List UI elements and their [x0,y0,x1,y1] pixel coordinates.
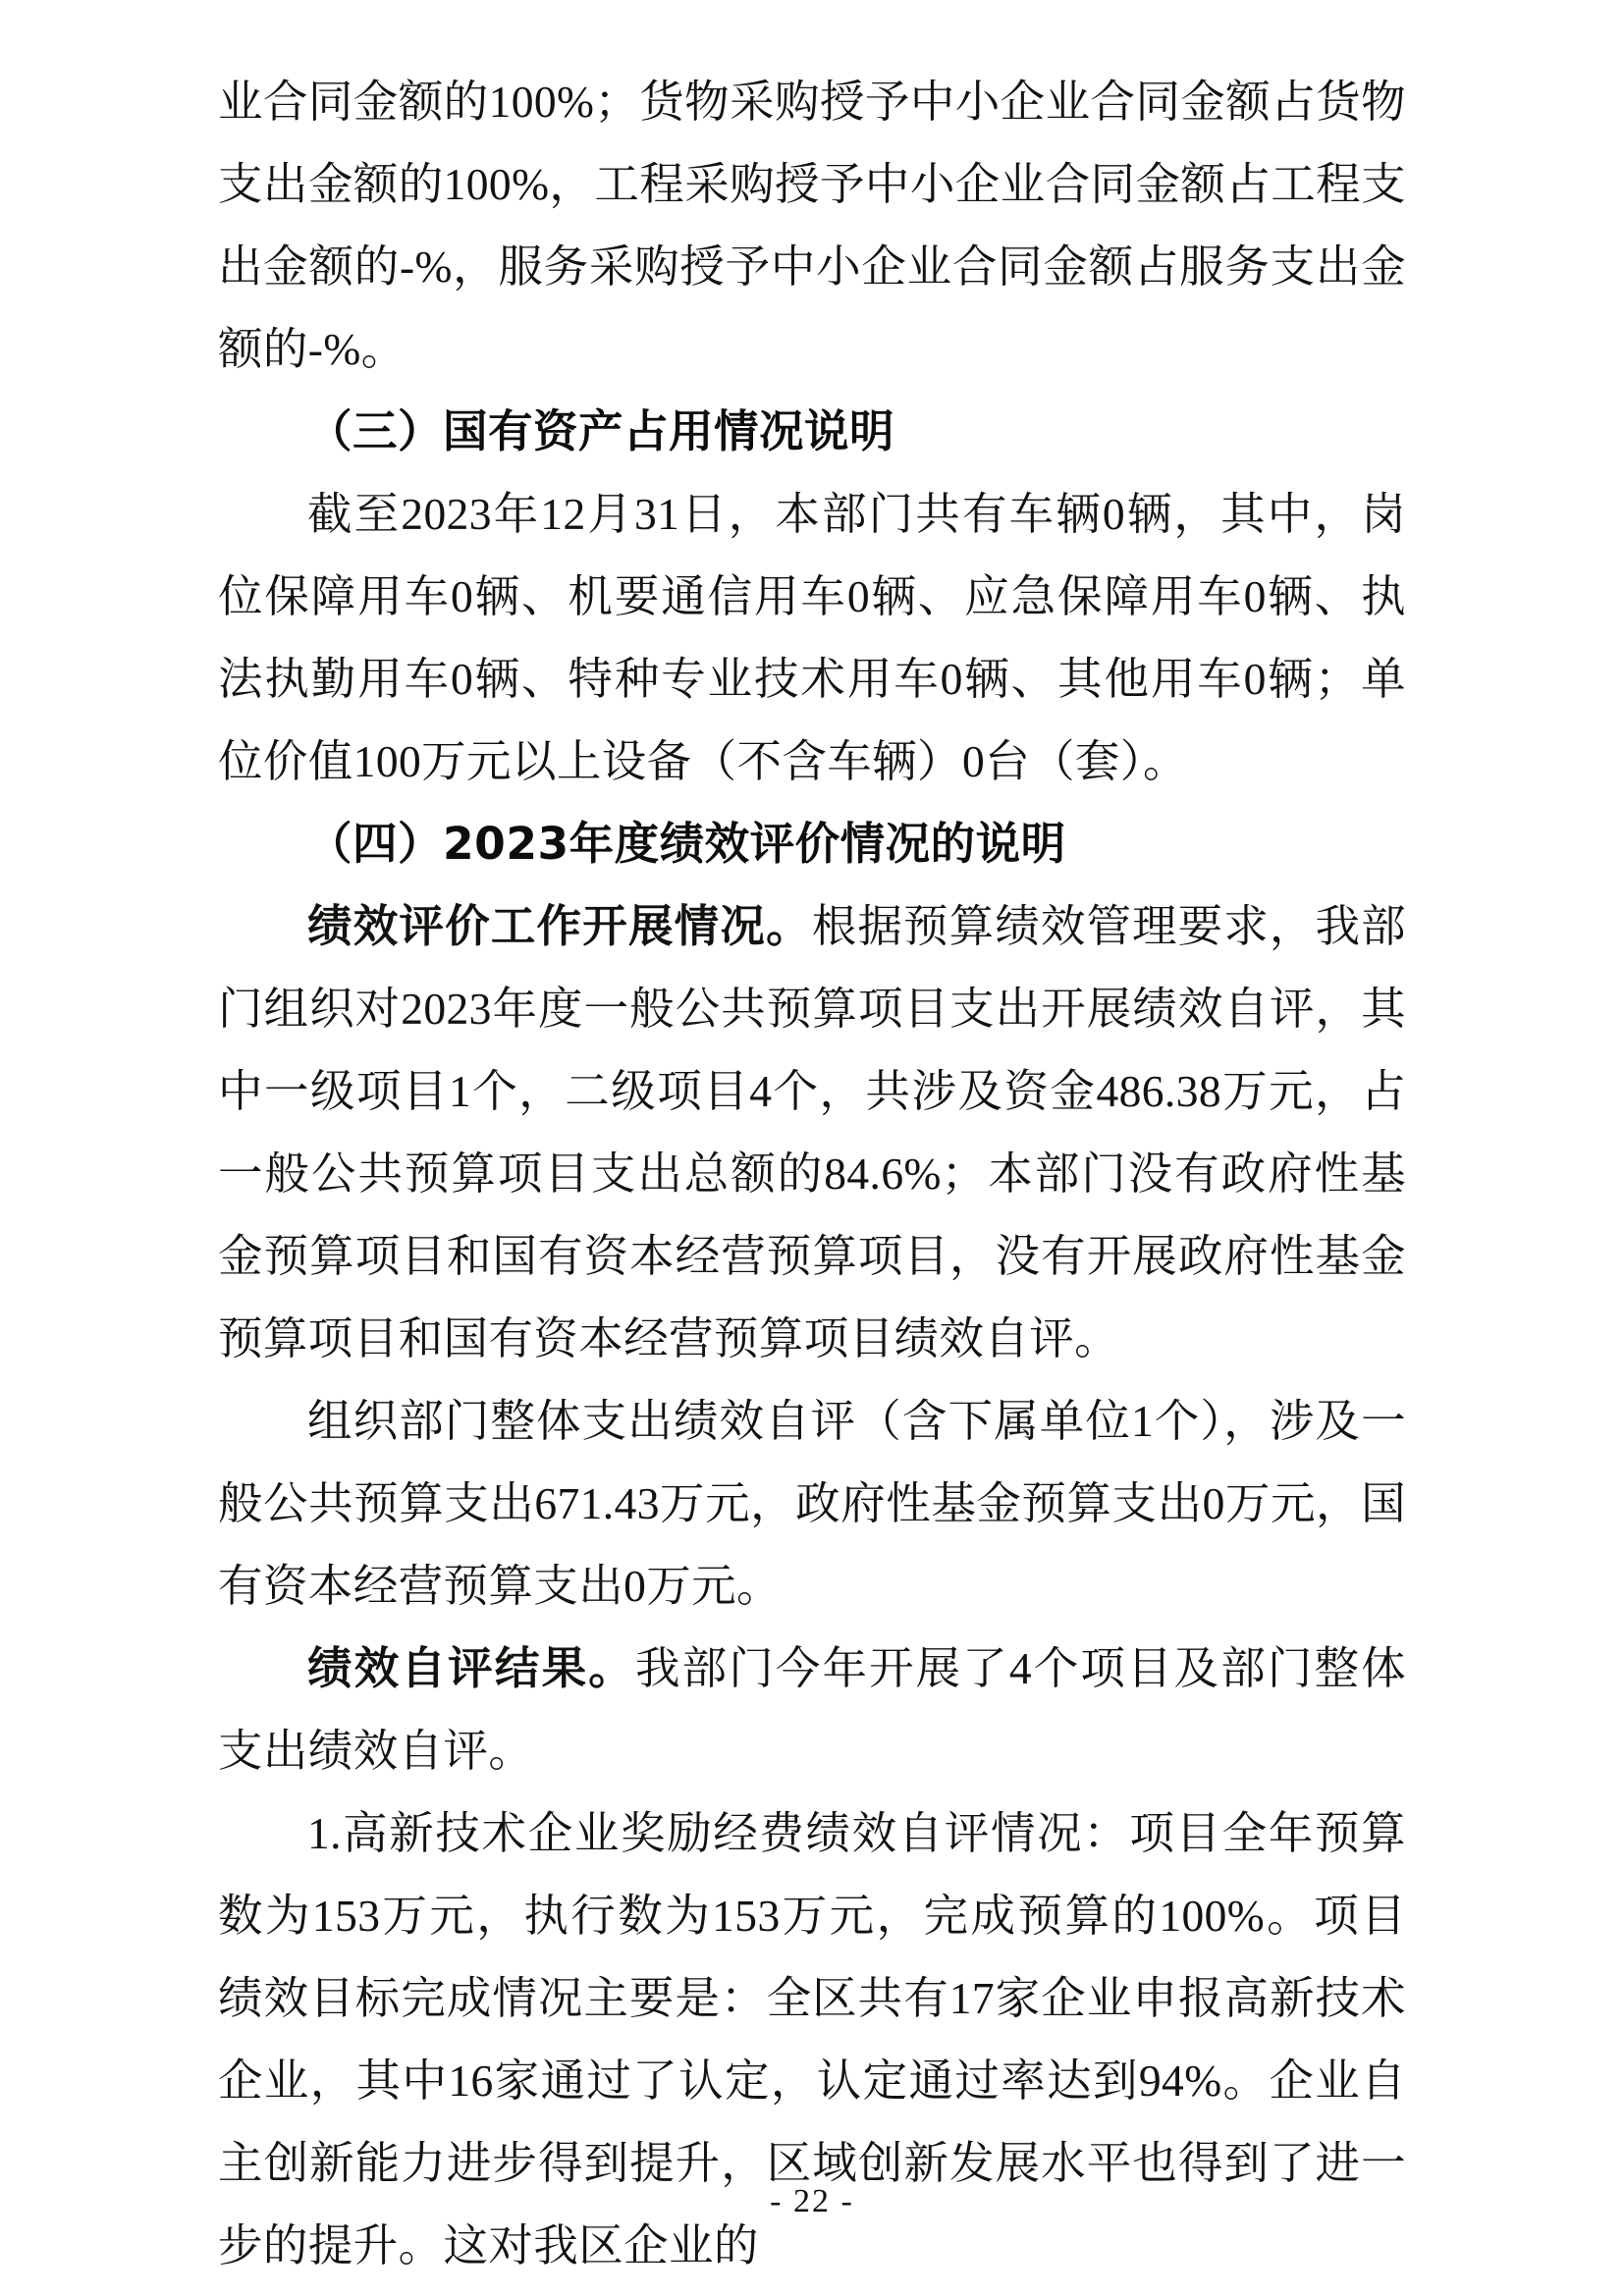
paragraph-evaluation-result-text: 我部门今年开展了4个项目及部门整体支出绩效自评。 [218,1643,1406,1776]
lead-evaluation-work: 绩效评价工作开展情况。 [307,900,812,952]
paragraph-evaluation-result [218,1628,1406,1792]
paragraph-item-1: 1.高新技术企业奖励经费绩效自评情况：项目全年预算数为153万元，执行数为153万元，完成预算的100%。项目绩效目标完成情况主要是：全区共有17家企业申报高新技术企业，其中16家通过了认定，认定通过率达到94%。企业自主创新能力进步得到提升，区域创新发展水平也得到了进一步的提升。这对我区企业的 [218,1808,1406,2270]
paragraph-overall-expenditure: 组织部门整体支出绩效自评（含下属单位1个），涉及一般公共预算支出671.43万元，政府性基金预算支出0万元，国有资本经营预算支出0万元。 [218,1396,1406,1611]
heading-performance-evaluation: （四）2023年度绩效评价情况的说明 [307,818,1066,870]
paragraph-state-assets: 截至2023年12月31日，本部门共有车辆0辆，其中，岗位保障用车0辆、机要通信用车0辆、应急保障用车0辆、执法执勤用车0辆、特种专业技术用车0辆、其他用车0辆；单位价值100万元以上设备（不含车辆）0台（套）。 [218,489,1406,786]
paragraph-evaluation-work [218,885,1406,1380]
heading-state-assets: （三）国有资产占用情况说明 [307,405,895,457]
page-footer [0,2182,1624,2221]
paragraph-evaluation-work-text: 根据预算绩效管理要求，我部门组织对2023年度一般公共预算项目支出开展绩效自评，其中一级项目1个，二级项目4个，共涉及资金486.38万元，占一般公共预算项目支出总额的84.6%；本部门没有政府性基金预算项目和国有资本经营预算项目，没有开展政府性基金预算项目和国有资本经营预算项目绩效自评。 [218,901,1406,1363]
paragraph-procurement-continued: 业合同金额的100%；货物采购授予中小企业合同金额占货物支出金额的100%，工程采购授予中小企业合同金额占工程支出金额的-%，服务采购授予中小企业合同金额占服务支出金额的-%。 [218,77,1406,374]
lead-evaluation-result: 绩效自评结果。 [307,1642,635,1694]
page-number: - 22 - [770,2183,854,2219]
